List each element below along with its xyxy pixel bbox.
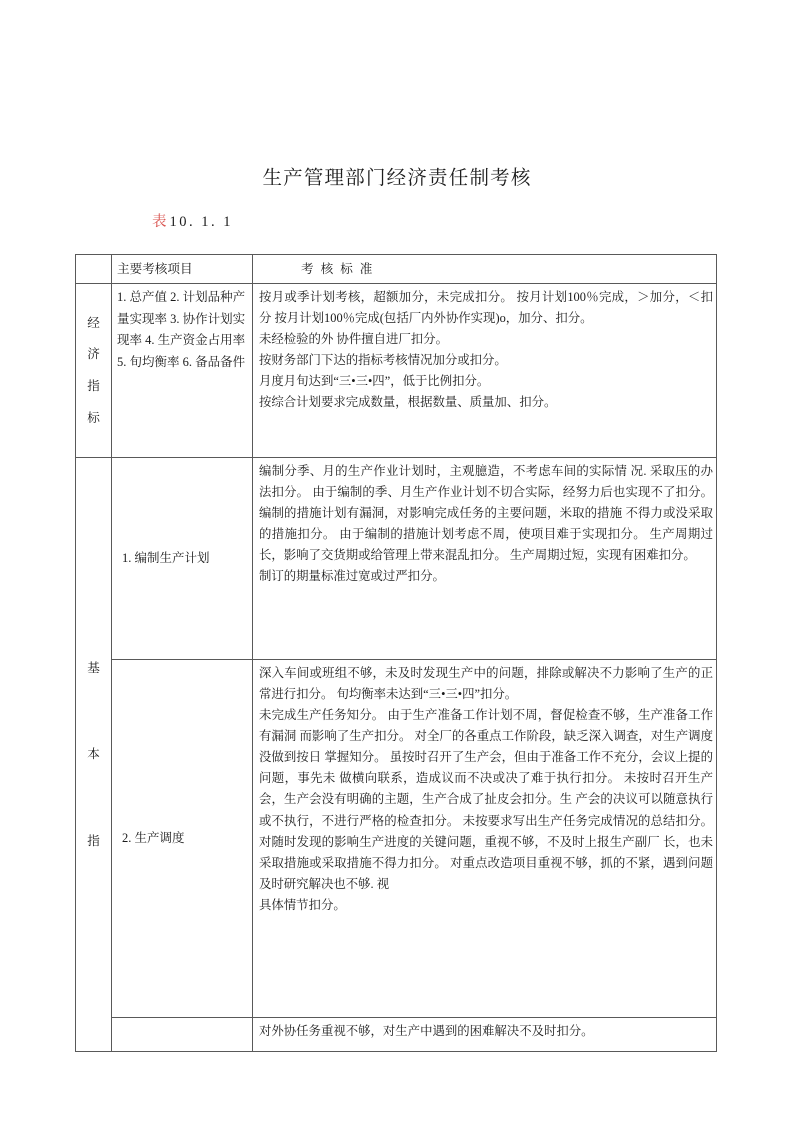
table-row — [76, 660, 717, 1018]
table-header-row — [76, 255, 717, 284]
item-cell: 1. 编制生产计划 — [112, 458, 253, 660]
vertical-char: 指 — [87, 833, 100, 848]
item-cell: 2. 生产调度 — [112, 660, 253, 1018]
vertical-char: 基 — [87, 660, 100, 675]
table-caption-number: 10. 1. 1 — [169, 214, 233, 230]
standard-paragraph: 制订的期量标准过宽或过严扣分。 — [259, 569, 445, 584]
header-cell-category — [76, 255, 112, 284]
table-row — [76, 284, 717, 458]
table-row — [76, 458, 717, 660]
assessment-table — [75, 254, 717, 1052]
category-label-economic — [76, 284, 112, 458]
vertical-char: 指 — [87, 379, 100, 393]
table-caption-prefix: 表 — [152, 214, 167, 230]
item-cell — [112, 1018, 253, 1052]
header-cell-item: 主要考核项目 — [112, 255, 253, 284]
standard-paragraph: 未经检验的外 协件擅自进厂扣分。 — [259, 332, 448, 347]
category-label-basic — [76, 458, 112, 1052]
page-title: 生产管理部门经济责任制考核 — [262, 167, 532, 189]
vertical-char: 济 — [87, 347, 100, 362]
standard-cell — [253, 458, 717, 660]
standard-paragraph: 未完成生产任务知分。 由于生产准备工作计划不周，督促检查不够，生产准备工作有漏洞 而影响了生产扣分。 对全厂的各重点工作阶段，缺乏深入调查，对生产调度没做到按日 掌握知分。 虽按时召开了生产会，但由于准备工作不充分，会议上提的问题，事先未 做横向联系，造成议而不决或决了难于执行扣分。 未按时召开生产会，生产会没有明确的主题，生产合成了扯皮会扣分。生 产会的决议可以随意执行或不执行，不进行严格的检查扣分。 未按要求写出生产任务完成情况的总结扣分。 对随时发现的影响生产进度的关键问题，重视不够，不及时上报生产副厂 长，也未采取措施或采取措施不得力扣分。 对重点改造项目重视不够，抓的不紧，遇到问题及时研究解决也不够. 视 — [259, 708, 713, 891]
vertical-char: 经 — [87, 315, 100, 330]
standard-paragraph: 深入车间或班组不够，未及时发现生产中的问题，排除或解决不力影响了生产的正常进行扣分。 旬均衡率未达到“三•三•四”扣分。 — [259, 666, 713, 702]
table-caption — [152, 210, 233, 231]
item-cell: 1. 总产值 2. 计划品种产量实现率 3. 协作计划实现率 4. 生产资金占用率 5. 旬均衡率 6. 备品备件 — [112, 284, 253, 458]
standard-cell — [253, 284, 717, 458]
standard-paragraph: 月度月旬达到“三•三•四”，低于比例扣分。 — [259, 374, 490, 389]
standard-paragraph: 按月或季计划考核，超额加分，未完成扣分。 按月计划100％完成，＞加分，＜扣分 按月计划100％完成(包括厂内外协作实现)о，加分、扣分。 — [259, 290, 713, 326]
header-cell-standard: 考核标准 — [253, 255, 717, 284]
table-row — [76, 1018, 717, 1052]
standard-paragraph: 具体情节扣分。 — [259, 897, 346, 912]
vertical-char: 标 — [87, 410, 100, 425]
standard-paragraph: 按综合计划要求完成数量，根据数量、质量加、扣分。 — [259, 395, 557, 410]
standard-paragraph: 按财务部门下达的指标考核情况加分或扣分。 — [259, 353, 507, 368]
vertical-char: 本 — [87, 747, 100, 762]
standard-paragraph: 编制分季、月的生产作业计划时，主观臆造，不考虑车间的实际情 况. 采取压的办法扣分。 由于编制的季、月生产作业计划不切合实际，经努力后也实现不了扣分。 编制的措施计划有漏洞，对影响完成任务的主要问题，米取的措施 不得力或没采取的措施扣分。 由于编制的措施计划考虑不周，使项目难于实现扣分。 生产周期过长，影响了交货期或给管理上带来混乱扣分。 生产周期过短，实现有困难扣分。 — [259, 464, 713, 563]
standard-paragraph: 对外协任务重视不够，对生产中遇到的困难解决不及时扣分。 — [259, 1024, 594, 1038]
standard-cell — [253, 660, 717, 1018]
standard-cell — [253, 1018, 717, 1052]
